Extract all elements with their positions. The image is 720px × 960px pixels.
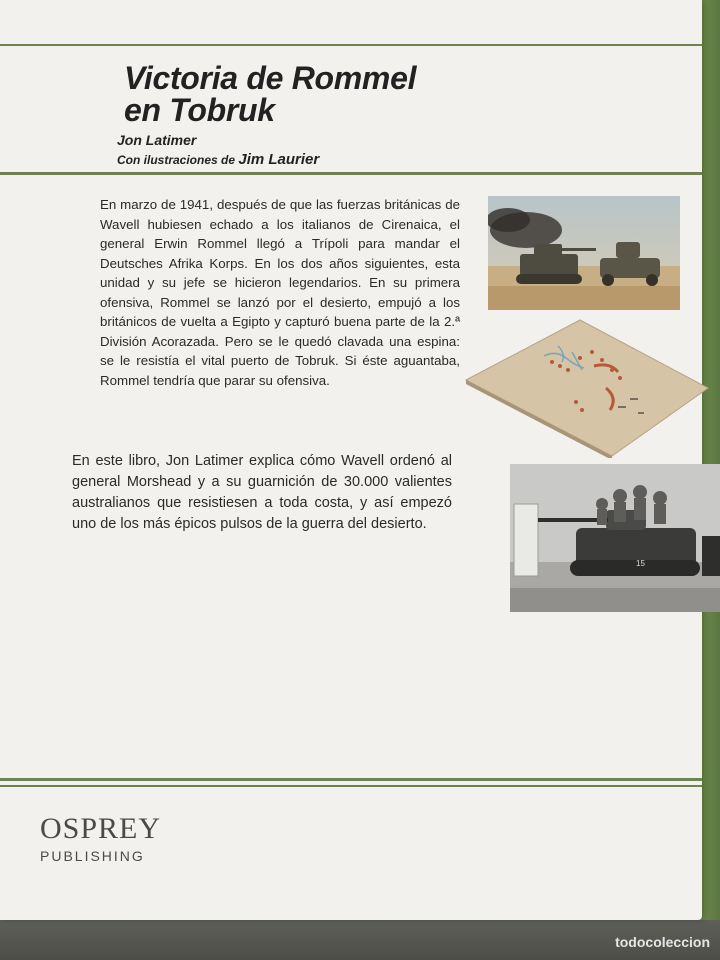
tank-crew-photo (510, 464, 720, 612)
desert-tank-painting-icon (488, 196, 680, 310)
tank-number-label: 15 (636, 559, 645, 568)
footer-rule-1 (0, 778, 702, 781)
blurb-paragraph-1: En marzo de 1941, después de que las fuerzas británicas de Wavell hubiesen echado a los italianos de Cirenaica, el general Erwin Rommel llegó a Trípoli para mandar el Deutsches Afrika Korps. En los dos años siguientes, esta unidad y su jefe se hicieron legendarios. En su primera ofensiva, Rommel se lanzó por el desierto, empujó a los británicos de vuelta a Egipto y capturó buena parte de la 2.ª División Acorazada. Pero se le quedó clavada una espina: se le resistía el vital puerto de Tobruk. Si éste aguantaba, Rommel tendría que parar su ofensiva. (100, 197, 460, 388)
illustrator-prefix: Con ilustraciones de (117, 153, 236, 167)
title-line-2: en Tobruk (124, 92, 275, 128)
watermark-text: todocoleccion (615, 934, 710, 950)
battle-map-diorama (462, 318, 712, 458)
author-name: Jon Latimer (117, 132, 197, 148)
publisher-subtitle: PUBLISHING (40, 848, 145, 864)
battle-map-diorama-icon (462, 318, 712, 458)
blurb-paragraph-2: En este libro, Jon Latimer explica cómo Wavell ordenó al general Morshead y a su guarnición de 30.000 valientes australianos que resistiesen a toda costa, y así empezó uno de los más épicos pulsos de la guerra del desierto. (72, 453, 452, 532)
footer-rule-2 (0, 785, 702, 787)
illustrator-name: Jim Laurier (238, 151, 320, 168)
illustrator-line (117, 151, 319, 168)
desert-tank-painting (488, 196, 680, 310)
publisher-logo (40, 812, 161, 864)
tank-crew-photo-icon (510, 464, 720, 612)
header-rule (0, 172, 702, 175)
table-surface (0, 920, 720, 960)
book-title (124, 62, 544, 126)
title-line-1: Victoria de Rommel (124, 60, 417, 96)
top-rule (0, 44, 702, 46)
publisher-name: OSPREY (40, 812, 162, 845)
